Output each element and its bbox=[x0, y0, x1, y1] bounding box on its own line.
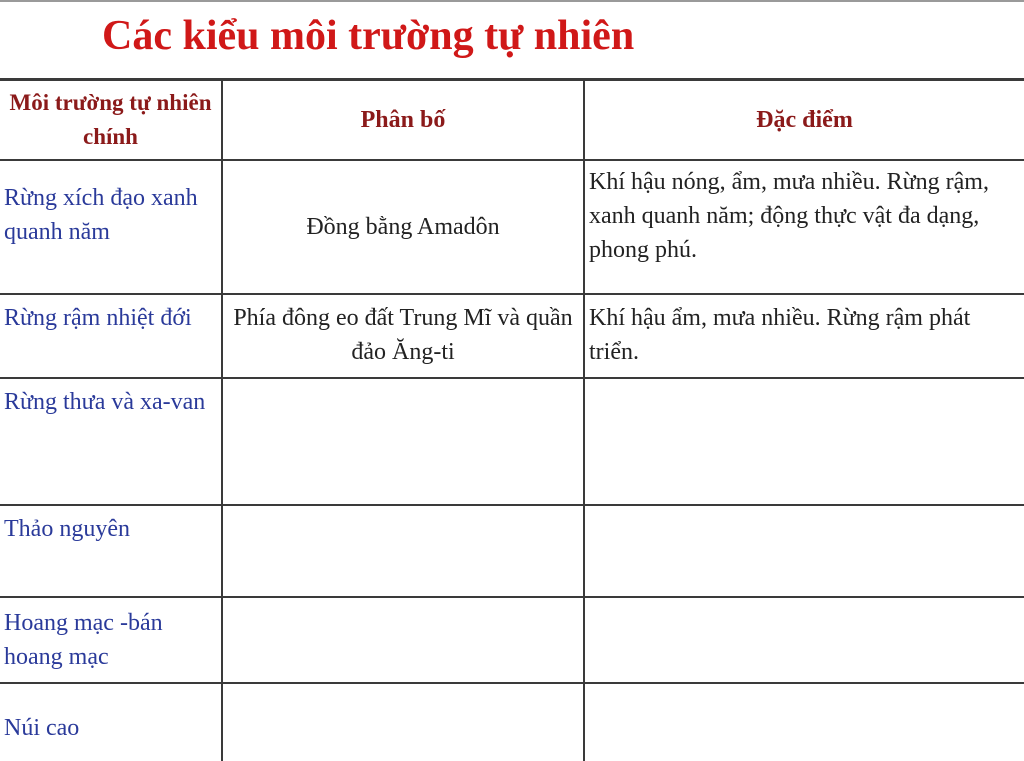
features-cell bbox=[584, 505, 1024, 597]
environment-cell: Thảo nguyên bbox=[0, 505, 222, 597]
distribution-cell: Phía đông eo đất Trung Mĩ và quần đảo Ăng-ti bbox=[222, 294, 584, 378]
distribution-cell bbox=[222, 683, 584, 761]
environment-cell: Rừng xích đạo xanh quanh năm bbox=[0, 160, 222, 294]
environment-cell: Rừng rậm nhiệt đới bbox=[0, 294, 222, 378]
environment-cell: Hoang mạc -bán hoang mạc bbox=[0, 597, 222, 683]
table-row bbox=[0, 294, 1024, 378]
header-distribution: Phân bố bbox=[222, 80, 584, 161]
distribution-cell bbox=[222, 378, 584, 505]
environment-cell: Rừng thưa và xa-van bbox=[0, 378, 222, 505]
features-cell: Khí hậu nóng, ẩm, mưa nhiều. Rừng rậm, xanh quanh năm; động thực vật đa dạng, phong phú. bbox=[584, 160, 1024, 294]
distribution-cell: Đồng bằng Amadôn bbox=[222, 160, 584, 294]
table-row bbox=[0, 683, 1024, 761]
header-environment: Môi trường tự nhiên chính bbox=[0, 80, 222, 161]
features-cell: Khí hậu ẩm, mưa nhiều. Rừng rậm phát triển. bbox=[584, 294, 1024, 378]
top-border bbox=[0, 0, 1024, 2]
environment-table bbox=[0, 78, 1024, 761]
distribution-cell bbox=[222, 505, 584, 597]
environment-cell: Núi cao bbox=[0, 683, 222, 761]
features-cell bbox=[584, 378, 1024, 505]
table-row bbox=[0, 378, 1024, 505]
page-title: Các kiểu môi trường tự nhiên bbox=[102, 13, 635, 59]
header-features: Đặc điểm bbox=[584, 80, 1024, 161]
table-row bbox=[0, 160, 1024, 294]
features-cell bbox=[584, 683, 1024, 761]
table-header-row bbox=[0, 80, 1024, 161]
table-row bbox=[0, 597, 1024, 683]
table-row bbox=[0, 505, 1024, 597]
features-cell bbox=[584, 597, 1024, 683]
distribution-cell bbox=[222, 597, 584, 683]
